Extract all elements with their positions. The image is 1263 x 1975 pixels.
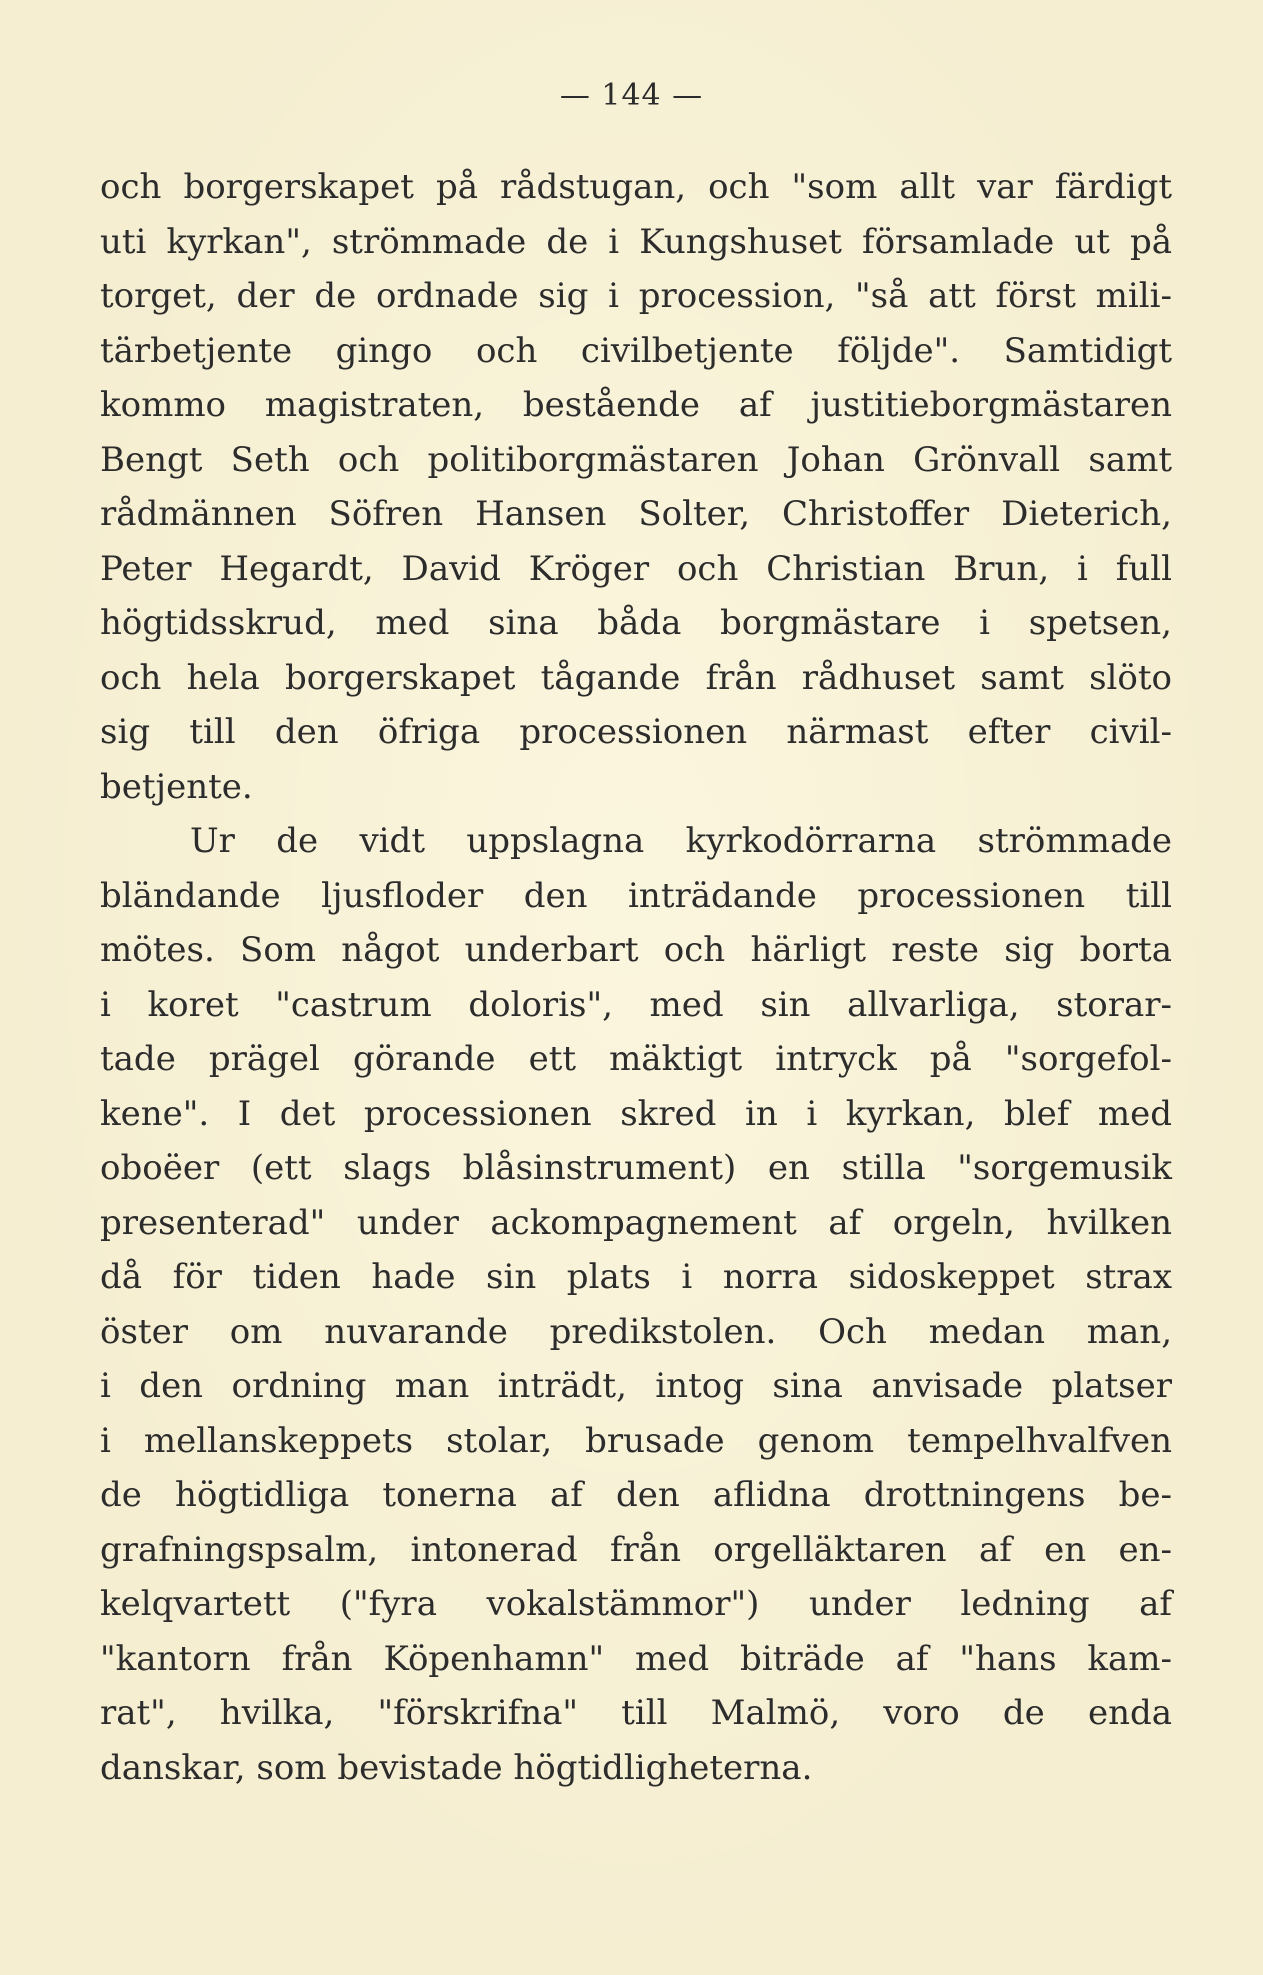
text-line: mötes. Som något underbart och härligt reste sig borta xyxy=(100,930,1172,970)
body-text xyxy=(100,160,1172,1795)
text-line: rat", hvilka, "förskrifna" till Malmö, voro de enda xyxy=(100,1693,1172,1733)
text-line: presenterad" under ackompagnement af orgeln, hvilken xyxy=(100,1202,1172,1243)
text-line: i den ordning man inträdt, intog sina anvisade platser xyxy=(100,1366,1172,1406)
page-number: — 144 — xyxy=(559,78,704,113)
text-line: öster om nuvarande predikstolen. Och medan man, xyxy=(100,1311,1172,1352)
text-line: torget, der de ordnade sig i procession, "så att först mili- xyxy=(100,276,1172,316)
text-line: Ur de vidt uppslagna kyrkodörrarna strömmade xyxy=(190,821,1172,861)
text-line: bländande ljusfloder den inträdande processionen till xyxy=(100,875,1172,916)
text-line: och borgerskapet på rådstugan, och "som allt var färdigt xyxy=(100,167,1172,207)
text-line: kene". I det processionen skred in i kyrkan, blef med xyxy=(100,1093,1172,1134)
text-line: "kantorn från Köpenhamn" med biträde af "hans kam- xyxy=(100,1638,1172,1679)
text-line: i koret "castrum doloris", med sin allvarliga, storar- xyxy=(100,984,1172,1025)
text-line: danskar, som bevistade högtidligheterna. xyxy=(100,1747,813,1788)
text-line: Bengt Seth och politiborgmästaren Johan Grönvall samt xyxy=(100,439,1172,480)
text-line: rådmännen Söfren Hansen Solter, Christoffer Dieterich, xyxy=(100,494,1172,534)
text-line: de högtidliga tonerna af den aflidna drottningens be- xyxy=(100,1475,1172,1515)
text-line: i mellanskeppets stolar, brusade genom tempelhvalfven xyxy=(100,1420,1172,1461)
text-line: sig till den öfriga processionen närmast efter civil- xyxy=(100,712,1172,752)
text-line: betjente. xyxy=(100,766,253,807)
text-line: kelqvartett ("fyra vokalstämmor") under ledning af xyxy=(100,1584,1172,1624)
text-line: tade prägel görande ett mäktigt intryck på "sorgefol- xyxy=(100,1039,1172,1079)
text-line: grafningspsalm, intonerad från orgelläktaren af en en- xyxy=(100,1529,1172,1570)
text-line: högtidsskrud, med sina båda borgmästare i spetsen, xyxy=(100,603,1172,643)
text-line: Peter Hegardt, David Kröger och Christian Brun, i full xyxy=(100,548,1172,589)
text-line: uti kyrkan", strömmade de i Kungshuset församlade ut på xyxy=(100,221,1172,262)
text-line: kommo magistraten, bestående af justitieborgmästaren xyxy=(100,385,1172,425)
text-line: och hela borgerskapet tågande från rådhuset samt slöto xyxy=(100,657,1172,698)
text-line: tärbetjente gingo och civilbetjente följde". Samtidigt xyxy=(100,330,1172,371)
text-line: då för tiden hade sin plats i norra sidoskeppet strax xyxy=(100,1257,1172,1297)
text-line: oboëer (ett slags blåsinstrument) en stilla "sorgemusik xyxy=(100,1148,1172,1188)
